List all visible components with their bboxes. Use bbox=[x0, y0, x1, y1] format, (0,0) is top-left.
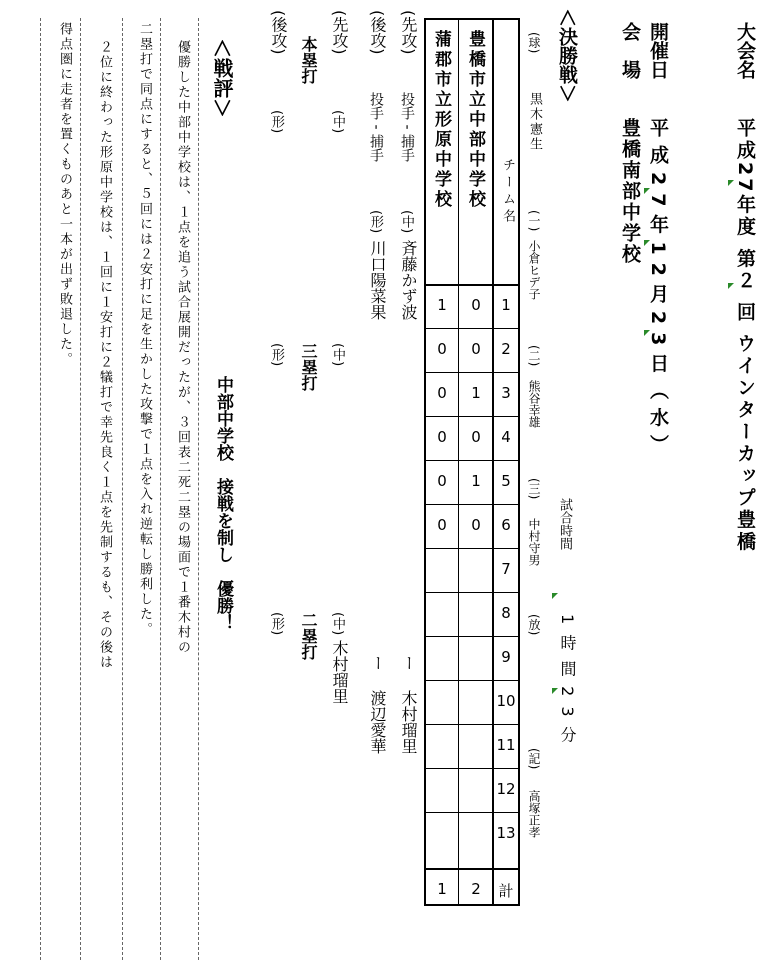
triple-mark-first: (中) bbox=[330, 343, 345, 367]
recorder-name: 高塚正孝 bbox=[527, 790, 541, 838]
review-line-2: 二塁打で同点にすると、５回には２安打に足を生かした攻撃で１点を入れ逆転し勝利した。 bbox=[137, 22, 152, 637]
inning-number: 8 bbox=[501, 604, 511, 622]
battery-away-pitcher: 斉藤かず波 bbox=[399, 240, 418, 320]
hr-label: 本塁打 bbox=[299, 36, 318, 84]
battery-home-side: (後攻) bbox=[368, 10, 387, 55]
battery-away-mark: (中) bbox=[399, 210, 414, 234]
inning-number: 4 bbox=[501, 428, 511, 446]
triple-label: 三塁打 bbox=[299, 343, 318, 391]
team-header: チーム名 bbox=[500, 158, 515, 226]
inning-score: 1 bbox=[471, 472, 481, 490]
game-time-value: 1時間23分 bbox=[558, 614, 577, 753]
review-title: ＜戦評＞ bbox=[210, 38, 234, 118]
score-table bbox=[424, 18, 520, 906]
inning-score: 0 bbox=[471, 516, 481, 534]
inning-number: 12 bbox=[496, 780, 516, 798]
inning-score: 1 bbox=[437, 296, 447, 314]
inning-number: 9 bbox=[501, 648, 511, 666]
inning-number: 1 bbox=[501, 296, 511, 314]
inning-score: 0 bbox=[471, 428, 481, 446]
review-headline: 中部中学校 接戦を制し 優勝！ bbox=[213, 376, 233, 631]
inning-number: 6 bbox=[501, 516, 511, 534]
inning-score: 0 bbox=[471, 296, 481, 314]
second-umpire-label: (二) bbox=[527, 345, 541, 367]
first-umpire-name: 小倉ヒデ子 bbox=[527, 240, 541, 300]
inning-number: 5 bbox=[501, 472, 511, 490]
second-umpire-name: 熊谷幸雄 bbox=[527, 380, 541, 428]
team-name-away: 豊橋市立中部中学校 bbox=[465, 30, 485, 210]
third-umpire-label: (三) bbox=[527, 478, 541, 500]
venue-value: 豊橋南部中学校 bbox=[619, 118, 641, 265]
team-name-home: 蒲郡市立形原中学校 bbox=[431, 30, 451, 210]
inning-score: 1 bbox=[471, 384, 481, 402]
inning-number: 2 bbox=[501, 340, 511, 358]
review-line-1: 優勝した中部中学校は、１点を追う試合展開だったが、３回表二死二塁の場面で１番木村の bbox=[175, 40, 190, 655]
event-label: 大会名 bbox=[734, 22, 756, 79]
inning-score: 0 bbox=[437, 516, 447, 534]
hr-mark-first: (中) bbox=[330, 110, 345, 134]
inning-score: 0 bbox=[437, 340, 447, 358]
inning-number: 7 bbox=[501, 560, 511, 578]
inning-number: 13 bbox=[496, 824, 516, 842]
double-label: 二塁打 bbox=[299, 612, 318, 660]
inning-number: 3 bbox=[501, 384, 511, 402]
venue-label: 会 場 bbox=[619, 22, 641, 79]
date-label: 開催日 bbox=[647, 22, 669, 79]
battery-home-pitcher: 川口陽菜果 bbox=[368, 240, 387, 320]
game-time-label: 試合時間 bbox=[557, 498, 572, 550]
inning-score: 0 bbox=[437, 384, 447, 402]
battery-home-role: 投手 - 捕手 bbox=[368, 92, 384, 162]
date-value: 平成27年12月23日（水） bbox=[647, 118, 669, 462]
inning-score: 0 bbox=[437, 428, 447, 446]
battery-home-catcher: 渡辺愛華 bbox=[368, 690, 387, 754]
total-score: 2 bbox=[471, 880, 481, 898]
total-label: 計 bbox=[498, 882, 514, 900]
double-mark-second: (形) bbox=[269, 612, 284, 636]
review-line-4: 得点圏に走者を置くものあと一本が出ず敗退した。 bbox=[57, 22, 72, 367]
battery-away-side: (先攻) bbox=[399, 10, 418, 55]
plate-umpire-name: 黒木憲生 bbox=[527, 92, 542, 152]
battery-away-role: 投手 - 捕手 bbox=[399, 92, 415, 162]
double-player: 木村瑠里 bbox=[330, 640, 349, 704]
plate-umpire-label: (球) bbox=[527, 32, 541, 54]
battery-away-catcher: 木村瑠里 bbox=[399, 690, 418, 754]
third-umpire-name: 中村守男 bbox=[527, 518, 541, 566]
event-name: 平成27年度 第２ 回 ウインターカップ豊橋 bbox=[734, 118, 756, 554]
hr-mark-second: (形) bbox=[269, 110, 284, 134]
inning-score: 0 bbox=[437, 472, 447, 490]
hits-first-side: (先攻) bbox=[330, 10, 349, 55]
battery-home-mark: (形) bbox=[368, 210, 383, 234]
inning-score: 0 bbox=[471, 340, 481, 358]
first-umpire-label: (一) bbox=[527, 210, 541, 232]
battery-away-dash: ー bbox=[399, 655, 418, 671]
battery-home-dash: ー bbox=[368, 655, 387, 671]
final-title: ＜決勝戦＞ bbox=[556, 8, 578, 104]
recorder-label: (記) bbox=[527, 748, 541, 770]
total-score: 1 bbox=[437, 880, 447, 898]
broadcast-label: (放) bbox=[527, 614, 541, 636]
hits-second-side: (後攻) bbox=[269, 10, 288, 55]
double-mark-first: (中) bbox=[330, 612, 345, 636]
triple-mark-second: (形) bbox=[269, 343, 284, 367]
review-line-3: ２位に終わった形原中学校は、１回に１安打に２犠打で幸先良く１点を先制するも、その後は bbox=[97, 40, 112, 670]
inning-number: 10 bbox=[496, 692, 516, 710]
inning-number: 11 bbox=[496, 736, 516, 754]
